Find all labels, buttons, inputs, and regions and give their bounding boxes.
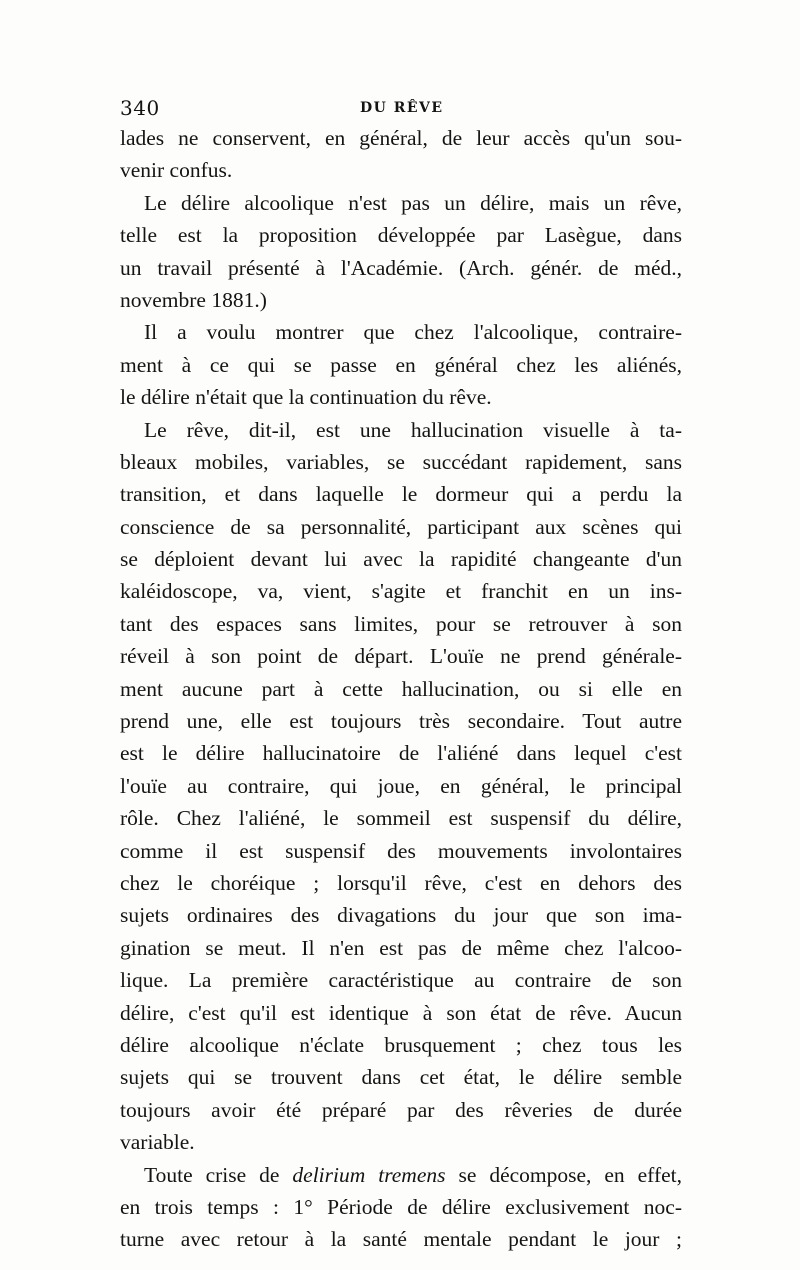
text-line: novembre 1881.) xyxy=(120,287,267,312)
text-line: toujours avoir été préparé par des rêveries de durée xyxy=(120,1097,682,1122)
text-line: ment à ce qui se passe en général chez les aliénés, xyxy=(120,352,682,377)
text-line: turne avec retour à la santé mentale pendant le jour ; xyxy=(120,1227,682,1252)
text-line: délire alcoolique n'éclate brusquement ; chez tous les xyxy=(120,1032,682,1057)
text-line: en trois temps : 1° Période de délire exclusivement noc- xyxy=(120,1194,682,1219)
text-line: tant des espaces sans limites, pour se retrouver à son xyxy=(120,611,682,636)
text-line: lades ne conservent, en général, de leur accès qu'un sou- xyxy=(120,126,682,150)
text-line xyxy=(120,1159,682,1191)
text-line: transition, et dans laquelle le dormeur qui a perdu la xyxy=(120,482,682,507)
text-line: Le rêve, dit-il, est une hallucination visuelle à ta- xyxy=(144,417,682,442)
text-line: réveil à son point de départ. L'ouïe ne prend générale- xyxy=(120,644,682,669)
text-line: chez le choréique ; lorsqu'il rêve, c'est en dehors des xyxy=(120,870,682,895)
italic-phrase: delirium tremens xyxy=(292,1162,446,1187)
text-line: bleaux mobiles, variables, se succédant rapidement, sans xyxy=(120,449,682,474)
text-line: variable. xyxy=(120,1130,195,1155)
running-head: DU RÊVE xyxy=(360,100,444,116)
text-segment: se décompose, en effet, xyxy=(445,1162,682,1187)
text-line: comme il est suspensif des mouvements involontaires xyxy=(120,838,682,863)
text-line: ment aucune part à cette hallucination, ou si elle en xyxy=(120,676,682,701)
text-line: se déploient devant lui avec la rapidité changeante d'un xyxy=(120,547,682,572)
text-segment: Toute crise de xyxy=(144,1162,293,1187)
text-line: est le délire hallucinatoire de l'aliéné dans lequel c'est xyxy=(120,741,682,766)
text-line: délire, c'est qu'il est identique à son état de rêve. Aucun xyxy=(120,1000,682,1025)
text-line: gination se meut. Il n'en est pas de même chez l'alcoo- xyxy=(120,935,682,960)
text-line: rôle. Chez l'aliéné, le sommeil est suspensif du délire, xyxy=(120,806,682,831)
text-line: l'ouïe au contraire, qui joue, en général, le principal xyxy=(120,773,682,798)
page-number: 340 xyxy=(120,96,160,120)
text-line: kaléidoscope, va, vient, s'agite et franchit en un ins- xyxy=(120,579,682,604)
text-line: lique. La première caractéristique au contraire de son xyxy=(120,968,682,993)
text-line: Il a voulu montrer que chez l'alcoolique, contraire- xyxy=(144,320,682,345)
text-line: telle est la proposition développée par Lasègue, dans xyxy=(120,223,682,248)
text-line: Le délire alcoolique n'est pas un délire, mais un rêve, xyxy=(144,190,682,215)
text-line: un travail présenté à l'Académie. (Arch. génér. de méd., xyxy=(120,255,682,280)
text-line: conscience de sa personnalité, participant aux scènes qui xyxy=(120,514,682,539)
text-line: le délire n'était que la continuation du rêve. xyxy=(120,385,492,410)
body-text xyxy=(120,122,682,1256)
text-line: sujets ordinaires des divagations du jour que son ima- xyxy=(120,903,682,928)
text-line: prend une, elle est toujours très secondaire. Tout autre xyxy=(120,709,682,734)
text-line: venir confus. xyxy=(120,158,233,183)
text-line: sujets qui se trouvent dans cet état, le délire semble xyxy=(120,1065,682,1090)
